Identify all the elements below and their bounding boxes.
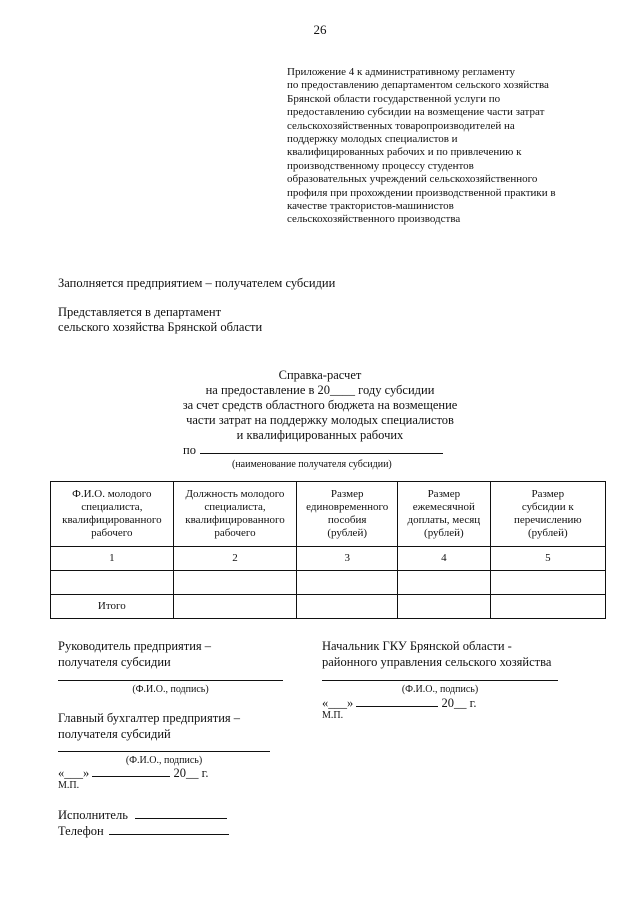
date-day: «___» — [322, 696, 354, 710]
accountant-signature-caption: (Ф.И.О., подпись) — [125, 755, 203, 766]
date-month-blank[interactable] — [356, 696, 438, 707]
page-number: 26 — [313, 22, 327, 37]
filled-by-note: Заполняется предприятием – получателем субсидии — [58, 276, 336, 290]
accountant-stamp-place: М.П. — [58, 780, 80, 791]
appendix-line: квалифицированных рабочих и по привлечению к — [287, 146, 522, 159]
header-text: (рублей) — [327, 527, 367, 539]
header-text: Размер — [531, 488, 565, 500]
accountant-signature-title-2: получателя субсидий — [58, 727, 171, 741]
appendix-line: сельскохозяйственного производства — [287, 213, 461, 226]
column-number: 4 — [398, 547, 491, 571]
table-cell[interactable] — [297, 595, 398, 619]
table-cell[interactable] — [398, 595, 491, 619]
appendix-line: Брянской области государственной услуги по — [287, 92, 501, 105]
title-line: Справка-расчет — [278, 368, 362, 382]
date-year: 20__ г. — [173, 766, 209, 780]
header-text: доплаты, месяц — [407, 514, 481, 526]
accountant-date-field[interactable] — [58, 766, 208, 781]
table-cell[interactable] — [173, 571, 297, 595]
recipient-blank-line[interactable] — [200, 443, 443, 454]
header-text: перечислению — [514, 514, 582, 526]
header-text: квалифицированного — [185, 514, 285, 526]
head-signature-title-1: Руководитель предприятия – — [58, 639, 212, 653]
header-text: рабочего — [214, 527, 256, 539]
chief-signature-caption: (Ф.И.О., подпись) — [401, 684, 479, 695]
header-text: Должность молодого — [185, 488, 285, 500]
header-text: специалиста, — [81, 501, 143, 513]
column-number: 5 — [490, 547, 605, 571]
header-text: специалиста, — [204, 501, 266, 513]
phone-field[interactable] — [58, 823, 229, 839]
header-text: (рублей) — [528, 527, 568, 539]
submitted-to-line-2: сельского хозяйства Брянской области — [58, 320, 263, 334]
executor-field[interactable] — [58, 807, 227, 823]
recipient-caption: (наименование получателя субсидии) — [232, 459, 392, 470]
executor-blank-line[interactable] — [135, 808, 227, 819]
appendix-line: профиля при прохождении производственной практики в — [287, 186, 556, 199]
table-cell[interactable] — [297, 571, 398, 595]
header-cell-subsidy — [490, 482, 605, 547]
column-number-row — [51, 547, 606, 571]
chief-signature-title-1: Начальник ГКУ Брянской области - — [322, 639, 512, 653]
table-row — [51, 571, 606, 595]
table-cell[interactable] — [173, 595, 297, 619]
title-line: на предоставление в 20____ году субсидии — [205, 383, 435, 397]
date-day: «___» — [58, 766, 90, 780]
total-row — [51, 595, 606, 619]
chief-date-field[interactable] — [322, 696, 476, 711]
appendix-line: Приложение 4 к административному регламенту — [287, 66, 516, 78]
header-cell-fio — [51, 482, 174, 547]
chief-signature-line[interactable] — [322, 680, 558, 681]
appendix-line: качестве трактористов-машинистов — [287, 200, 454, 213]
accountant-signature-title-1: Главный бухгалтер предприятия – — [58, 711, 241, 725]
document-title — [0, 368, 640, 443]
column-number: 1 — [51, 547, 174, 571]
header-cell-monthly — [398, 482, 491, 547]
appendix-header — [287, 66, 607, 227]
recipient-field[interactable] — [183, 443, 443, 458]
table-cell[interactable] — [398, 571, 491, 595]
title-line: за счет средств областного бюджета на возмещение — [182, 398, 458, 412]
total-label: Итого — [51, 595, 174, 619]
header-text: ежемесячной — [412, 501, 475, 513]
executor-label: Исполнитель — [58, 808, 128, 822]
header-text: рабочего — [91, 527, 133, 539]
table-cell[interactable] — [490, 595, 605, 619]
column-number: 3 — [297, 547, 398, 571]
accountant-signature-line[interactable] — [58, 751, 270, 752]
header-cell-position — [173, 482, 297, 547]
phone-label: Телефон — [58, 824, 104, 838]
header-text: квалифицированного — [62, 514, 162, 526]
calculation-table — [50, 481, 606, 619]
appendix-line: предоставлению субсидии на возмещение части затрат — [287, 106, 545, 119]
po-label: по — [183, 443, 196, 457]
submitted-to-line-1: Представляется в департамент — [58, 305, 222, 319]
header-cell-lump-sum — [297, 482, 398, 547]
phone-blank-line[interactable] — [109, 824, 229, 835]
date-year: 20__ г. — [441, 696, 477, 710]
table-header-row — [51, 482, 606, 547]
appendix-line: поддержку молодых специалистов и — [287, 133, 458, 146]
header-text: Ф.И.О. молодого — [72, 488, 152, 500]
head-signature-line[interactable] — [58, 680, 283, 681]
appendix-line: сельскохозяйственных товаропроизводителей на — [287, 119, 515, 132]
column-number: 2 — [173, 547, 297, 571]
table-cell[interactable] — [490, 571, 605, 595]
chief-stamp-place: М.П. — [322, 710, 344, 721]
title-line: части затрат на поддержку молодых специалистов — [186, 413, 454, 427]
header-text: (рублей) — [424, 527, 464, 539]
header-text: единовременного — [306, 501, 389, 513]
title-line: и квалифицированных рабочих — [236, 428, 404, 442]
appendix-line: производственному процессу студентов — [287, 159, 474, 172]
header-text: пособия — [327, 514, 367, 526]
appendix-line: образовательных учреждений сельскохозяйственного — [287, 173, 538, 186]
header-text: Размер — [427, 488, 461, 500]
head-signature-title-2: получателя субсидии — [58, 655, 171, 669]
header-text: Размер — [330, 488, 364, 500]
head-signature-caption: (Ф.И.О., подпись) — [132, 684, 209, 695]
header-text: субсидии к — [521, 501, 574, 513]
date-month-blank[interactable] — [92, 766, 170, 777]
chief-signature-title-2: районного управления сельского хозяйства — [322, 655, 552, 669]
table-cell[interactable] — [51, 571, 174, 595]
appendix-line: по предоставлению департаментом сельского хозяйства — [287, 79, 549, 92]
